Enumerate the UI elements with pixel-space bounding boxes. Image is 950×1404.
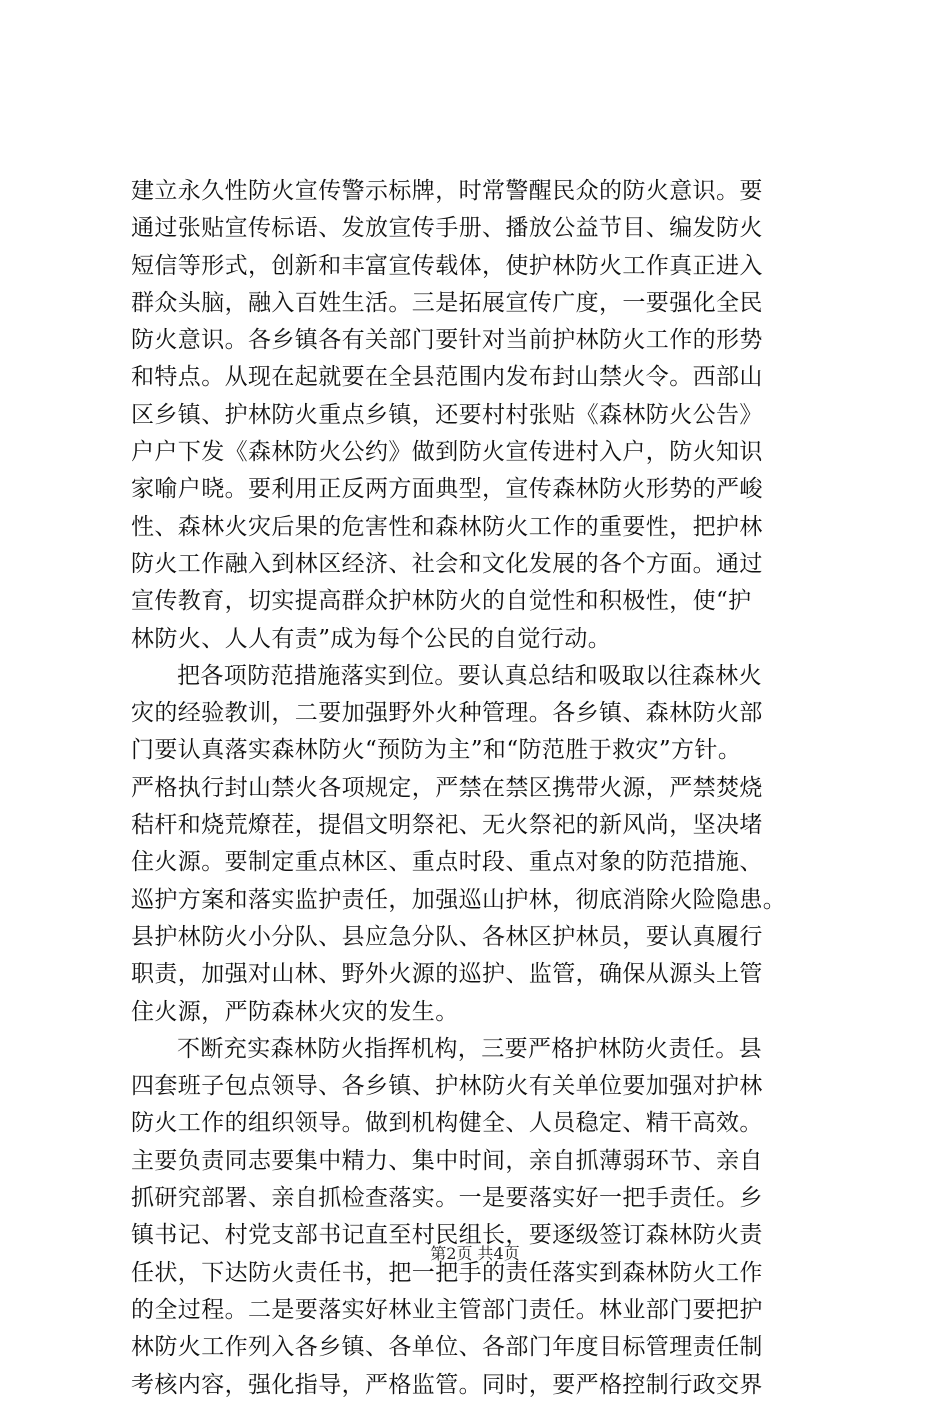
text-line: 防火工作的组织领导。做到机构健全、人员稳定、精干高效。 [131,1110,763,1137]
text-line: 区乡镇、护林防火重点乡镇，还要村村张贴《森林防火公告》 [131,401,763,428]
text-line: 和特点。从现在起就要在全县范围内发布封山禁火令。西部山 [131,364,763,391]
text-line: 职责，加强对山林、野外火源的巡护、监管，确保从源头上管 [131,961,763,988]
text-line: 建立永久性防火宣传警示标牌，时常警醒民众的防火意识。要 [131,178,763,204]
text-line: 住火源。要制定重点林区、重点时段、重点对象的防范措施、 [131,849,763,876]
text-line: 通过张贴宣传标语、发放宣传手册、播放公益节目、编发防火 [131,215,763,242]
text-line: 群众头脑，融入百姓生活。三是拓展宣传广度，一要强化全民 [131,289,763,316]
text-line: 防火工作融入到林区经济、社会和文化发展的各个方面。通过 [131,550,763,577]
text-line: 的全过程。二是要落实好林业主管部门责任。林业部门要把护 [131,1296,763,1323]
text-line: 林防火、人人有责”成为每个公民的自觉行动。 [131,625,612,652]
text-line: 巡护方案和落实监护责任，加强巡山护林，彻底消除火险隐患。 [131,886,787,913]
text-line: 门要认真落实森林防火“预防为主”和“防范胜于救灾”方针。 [131,737,742,764]
text-line: 住火源，严防森林火灾的发生。 [131,998,459,1025]
text-line: 防火意识。各乡镇各有关部门要针对当前护林防火工作的形势 [131,327,763,354]
page-number-label: 第2页 共4页 [430,1244,520,1263]
text-line: 严格执行封山禁火各项规定，严禁在禁区携带火源，严禁焚烧 [131,774,763,801]
text-line: 宣传教育，切实提高群众护林防火的自觉性和积极性，使“护 [131,588,752,615]
text-line: 抓研究部署、亲自抓检查落实。一是要落实好一把手责任。乡 [131,1185,763,1212]
text-line: 县护林防火小分队、县应急分队、各林区护林员，要认真履行 [131,923,763,950]
paragraph-start-line: 不断充实森林防火指挥机构，三要严格护林防火责任。县 [177,1035,762,1062]
text-line: 考核内容，强化指导，严格监管。同时，要严格控制行政交界 [131,1371,763,1398]
text-line: 林防火工作列入各乡镇、各单位、各部门年度目标管理责任制 [131,1334,763,1361]
paragraph-start-line: 把各项防范措施落实到位。要认真总结和吸取以往森林火 [177,662,762,689]
text-line: 任状，下达防火责任书，把一把手的责任落实到森林防火工作 [131,1259,763,1286]
page-footer [0,1244,950,1264]
text-line: 短信等形式，创新和丰富宣传载体，使护林防火工作真正进入 [131,252,763,279]
text-line: 镇书记、村党支部书记直至村民组长，要逐级签订森林防火责 [131,1222,763,1249]
text-line: 户户下发《森林防火公约》做到防火宣传进村入户，防火知识 [131,439,763,466]
text-line: 四套班子包点领导、各乡镇、护林防火有关单位要加强对护林 [131,1073,763,1100]
text-line: 家喻户晓。要利用正反两方面典型，宣传森林防火形势的严峻 [131,476,763,503]
text-line: 灾的经验教训，二要加强野外火种管理。各乡镇、森林防火部 [131,700,763,727]
body-text [131,173,825,1404]
text-line: 秸杆和烧荒燎茬，提倡文明祭祀、无火祭祀的新风尚，坚决堵 [131,812,763,839]
text-line: 主要负责同志要集中精力、集中时间，亲自抓薄弱环节、亲自 [131,1147,763,1174]
text-line: 性、森林火灾后果的危害性和森林防火工作的重要性，把护林 [131,513,763,540]
